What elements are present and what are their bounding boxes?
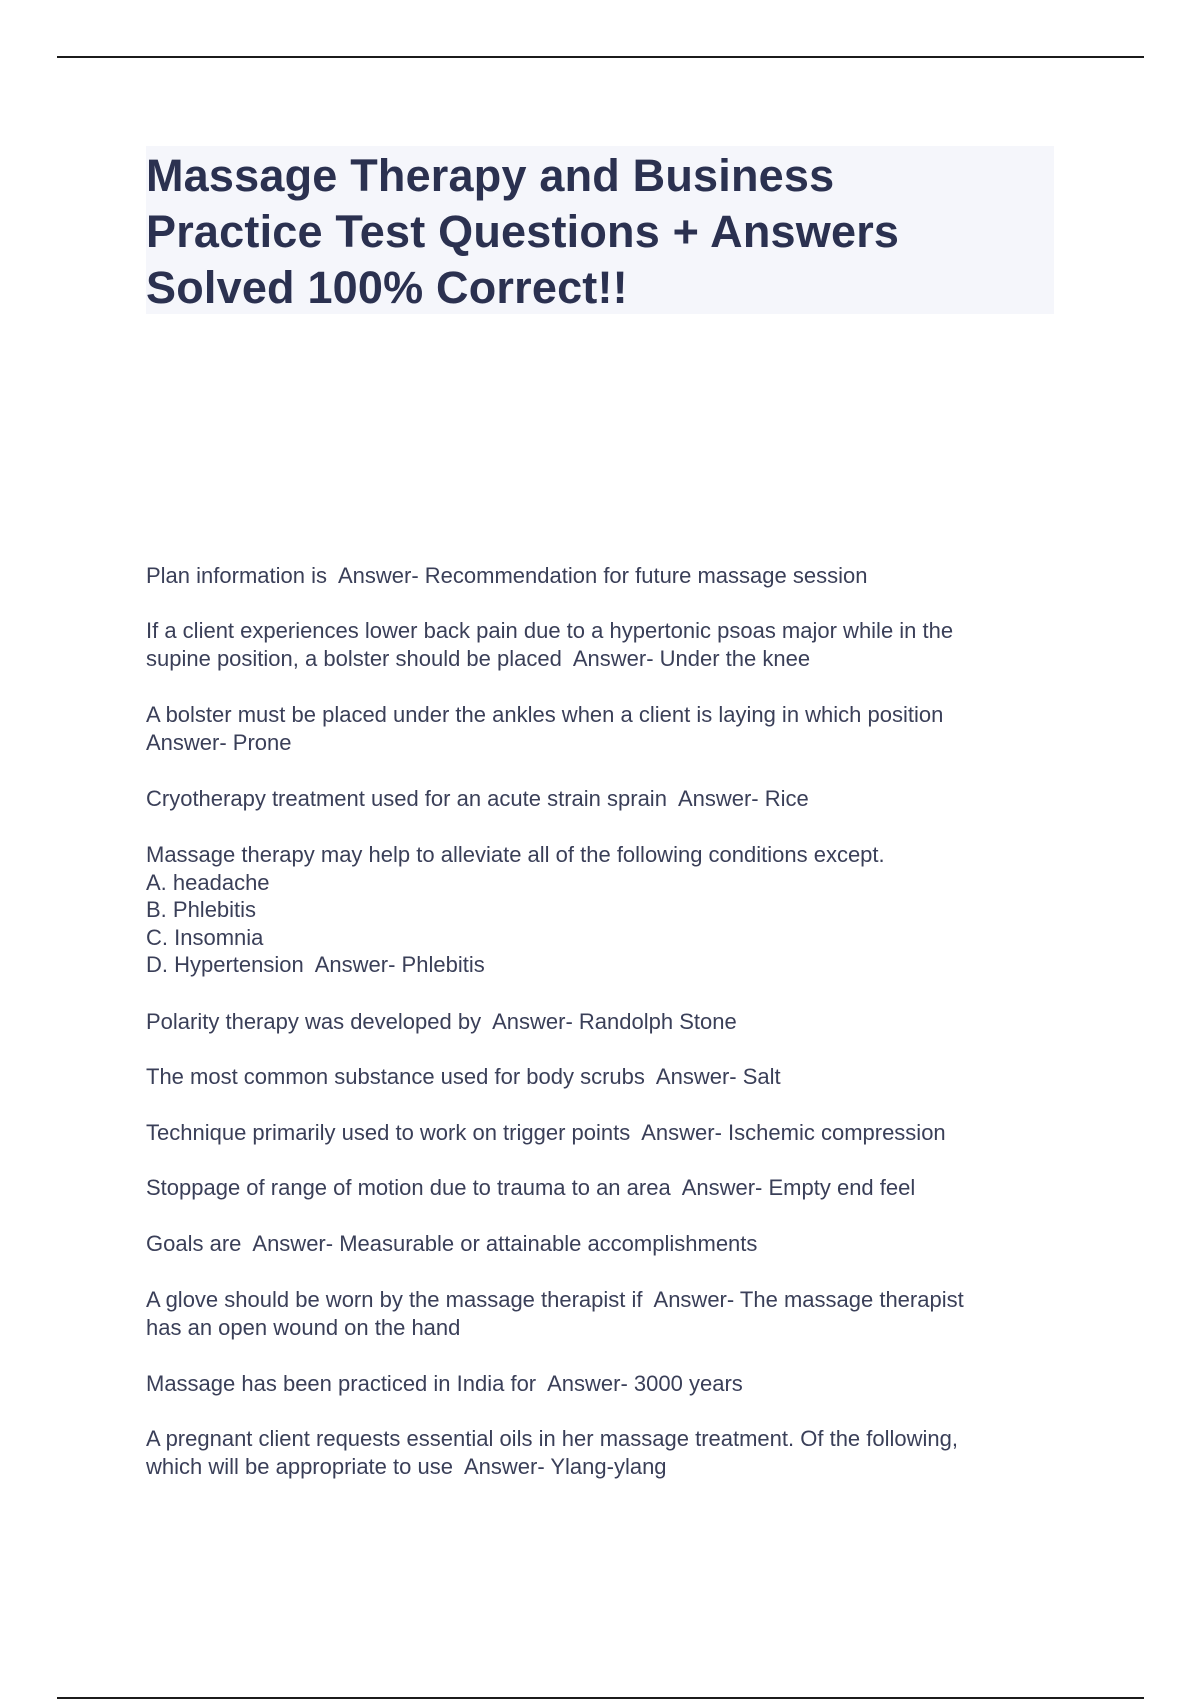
qa-line: A glove should be worn by the massage therapist if Answer- The massage therapist xyxy=(146,1287,964,1312)
qa-item xyxy=(146,562,867,590)
qa-item xyxy=(146,701,943,756)
qa-line: has an open wound on the hand xyxy=(146,1314,461,1340)
qa-line: Stoppage of range of motion due to trauma to an area Answer- Empty end feel xyxy=(146,1175,916,1200)
qa-line: B. Phlebitis xyxy=(146,897,257,922)
qa-item xyxy=(146,1425,958,1480)
document-title xyxy=(146,148,1054,316)
qa-line: D. Hypertension Answer- Phlebitis xyxy=(146,952,485,977)
qa-line: Answer- Prone xyxy=(146,729,292,755)
qa-line: supine position, a bolster should be placed Answer- Under the knee xyxy=(146,645,811,671)
qa-item xyxy=(146,1286,964,1341)
qa-line: Goals are Answer- Measurable or attainable accomplishments xyxy=(146,1231,758,1256)
qa-item xyxy=(146,617,953,672)
qa-line: Cryotherapy treatment used for an acute strain sprain Answer- Rice xyxy=(146,786,809,811)
qa-item xyxy=(146,1370,743,1398)
qa-line: Massage has been practiced in India for Answer- 3000 years xyxy=(146,1371,743,1396)
qa-item xyxy=(146,1119,946,1147)
qa-line: A. headache xyxy=(146,869,270,895)
qa-line: C. Insomnia xyxy=(146,924,264,950)
title-line: Practice Test Questions + Answers xyxy=(146,206,900,257)
qa-line: Polarity therapy was developed by Answer- Randolph Stone xyxy=(146,1009,737,1034)
title-line: Massage Therapy and Business xyxy=(146,150,835,201)
qa-line: A bolster must be placed under the ankles when a client is laying in which position xyxy=(146,702,944,727)
qa-line: Technique primarily used to work on trigger points Answer- Ischemic compression xyxy=(146,1120,946,1145)
qa-item xyxy=(146,1174,915,1202)
qa-line: which will be appropriate to use Answer- Ylang-ylang xyxy=(146,1453,667,1479)
qa-line: Plan information is Answer- Recommendation for future massage session xyxy=(146,563,868,588)
qa-line: The most common substance used for body scrubs Answer- Salt xyxy=(146,1064,781,1089)
qa-item xyxy=(146,1063,781,1091)
qa-line: Massage therapy may help to alleviate all of the following conditions except. xyxy=(146,842,885,867)
qa-line: A pregnant client requests essential oils in her massage treatment. Of the following, xyxy=(146,1426,958,1451)
qa-line: If a client experiences lower back pain due to a hypertonic psoas major while in the xyxy=(146,618,954,643)
qa-item xyxy=(146,1230,757,1258)
qa-item xyxy=(146,1008,737,1036)
title-block xyxy=(146,146,1054,314)
top-rule xyxy=(57,56,1144,58)
title-line: Solved 100% Correct!! xyxy=(146,262,628,313)
qa-item xyxy=(146,841,885,979)
bottom-rule xyxy=(57,1697,1144,1699)
qa-item xyxy=(146,785,809,813)
